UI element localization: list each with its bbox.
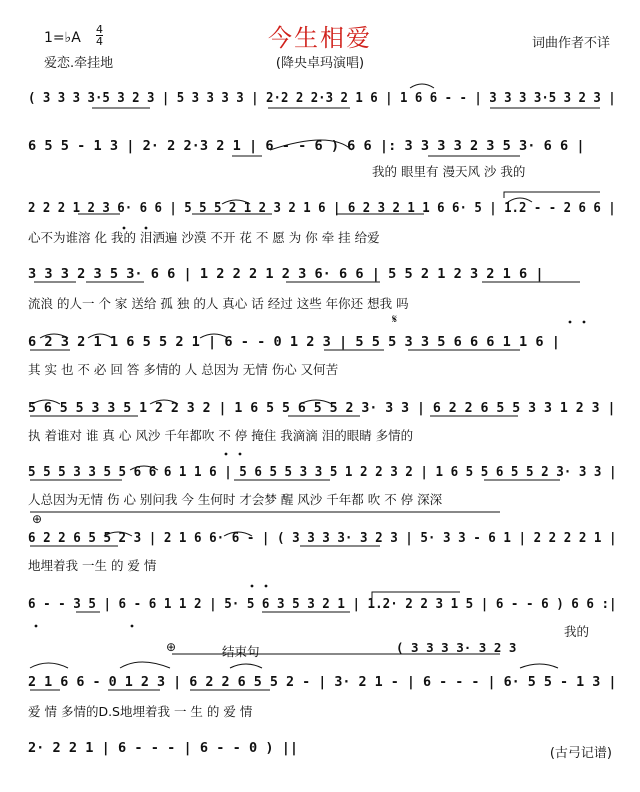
score-line-7-notes: 5 5 5 3 3 5 5 6 6 6 1 1 6 | 5 6 5 5 3 3 5 1 2 2 3 2 | 1 6 5 5 6 5 5 2 3· 3 3 | [28, 464, 617, 480]
time-signature-bottom: 4 [96, 35, 103, 48]
time-signature [96, 24, 103, 47]
score-line-8-lyric: 地埋着我 一生 的 爱 情 [28, 558, 157, 573]
coda-label: 结束句 [222, 644, 260, 659]
performance-style: 爱恋.牵挂地 [44, 56, 114, 71]
performer-subtitle: (降央卓玛演唱) [275, 56, 365, 71]
score-line-9-notes: 6 - - 3 5 | 6 - 6 1 1 2 | 5· 5 6 3 5 3 2 1 | 1.2· 2 2 3 1 5 | 6 - - 6 ) 6 6 :| [28, 596, 617, 612]
score-line-3-lyric: 心不为谁溶 化 我的 泪洒遍 沙漠 不开 花 不 愿 为 你 牵 挂 给爱 [28, 230, 380, 245]
score-line-9-extra-lyric: 我的 [564, 624, 590, 639]
score-line-5-notes: 6 2 3 2 1 1 6 5 5 2 1 | 6 - - 0 1 2 3 | 5 5 5 3 3 5 6 6 6 1 1 6 | [28, 334, 560, 350]
song-title: 今生相爱 [268, 24, 372, 52]
segno-mark: 𝄋 [392, 312, 398, 326]
time-signature-top: 4 [96, 23, 103, 36]
score-line-1-notes: ( 3 3 3 3·5 3 2 3 | 5 3 3 3 3 | 2·2 2 2·3 2 1 6 | 1 6 6 - - | 3 3 3 3·5 3 2 3 | [28, 90, 616, 106]
composer-credit: 词曲作者不详 [531, 36, 610, 51]
score-line-5-lyric: 其 实 也 不 必 回 答 多情的 人 总因为 无情 伤心 又何苦 [28, 362, 339, 377]
score-line-7-lyric: 人总因为无情 伤 心 别问我 今 生何时 才会梦 醒 风沙 千年都 吹 不 停 深深 [28, 492, 443, 507]
score-line-2-notes: 6 5 5 - 1 3 | 2· 2 2·3 2 1 | 6 - - 6 ) 6 6 |: 3 3 3 3 2 3 5 3· 6 6 | [28, 138, 585, 154]
score-line-4-notes: 3 3 3 2 3 5 3· 6 6 | 1 2 2 2 1 2 3 6· 6 6 | 5 5 2 1 2 3 2 1 6 | [28, 266, 544, 282]
score-line-10-lyric: 爱 情 多情的D.S地埋着我 一 生 的 爱 情 [28, 704, 253, 719]
coda-mark: ⊕ [166, 640, 177, 654]
score-line-11-notes: 2· 2 2 1 | 6 - - - | 6 - - 0 ) || [28, 740, 299, 756]
score-line-3-notes: 2 2 2 1 2 3 6· 6 6 | 5 5 5 2 1 2 3 2 1 6 | 6 2 3 2 1 1 6 6· 5 | 1.2 - - 2 6 6 | [28, 200, 616, 216]
transcriber-credit: (古弓记谱) [549, 746, 612, 761]
coda-mark-top: ⊕ [32, 512, 43, 526]
score-line-10-notes: 2 1 6 6 - 0 1 2 3 | 6 2 2 6 5 5 2 - | 3· 2 1 - | 6 - - - | 6· 5 5 - 1 3 | [28, 674, 617, 690]
score-line-6-notes: 5 6 5 5 3 3 5 1 2 2 3 2 | 1 6 5 5 6 5 5 2 3· 3 3 | 6 2 2 6 5 5 3 3 1 2 3 | [28, 400, 616, 416]
score-line-6-lyric: 执 着谁对 谁 真 心 风沙 千年都吹 不 停 掩住 我滴滴 泪的眼睛 多情的 [28, 428, 414, 443]
score-line-4-lyric: 流浪 的人一 个 家 送给 孤 独 的人 真心 话 经过 这些 年你还 想我 吗 [28, 296, 409, 311]
key-signature: 1=♭A [44, 30, 81, 46]
coda-intro-notes: ( 3 3 3 3· 3 2 3 [396, 640, 517, 655]
score-line-2-lyric: 我的 眼里有 漫天风 沙 我的 [372, 164, 526, 179]
score-line-8-notes: 6 2 2 6 5 5 2 3 | 2 1 6 6· 6 - | ( 3 3 3 3· 3 2 3 | 5· 3 3 - 6 1 | 2 2 2 2 1 | [28, 530, 617, 546]
